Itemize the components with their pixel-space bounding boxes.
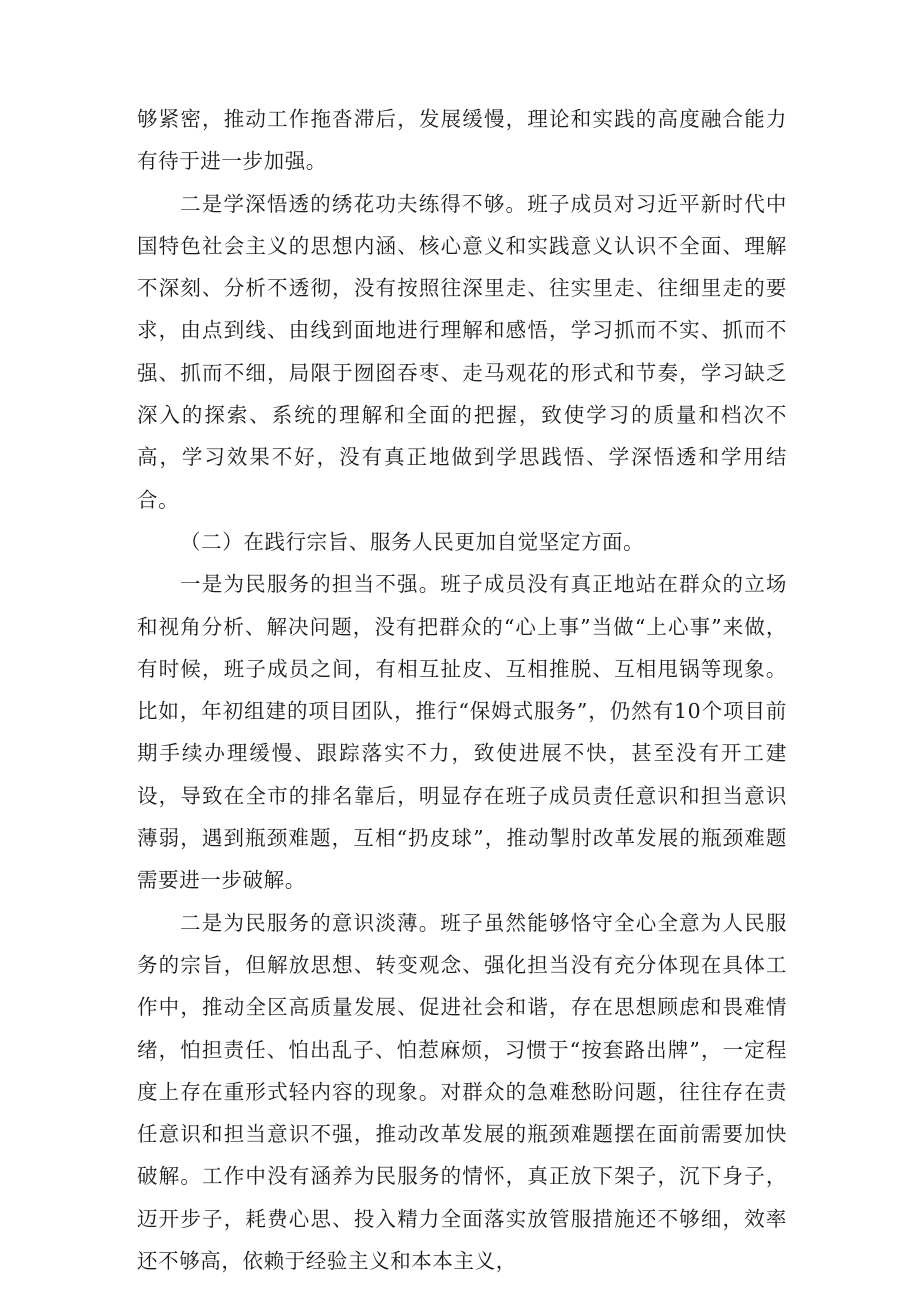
paragraph-study-depth: 二是学深悟透的绣花功夫练得不够。班子成员对习近平新时代中国特色社会主义的思想内涵、核心意义和实践意义认识不全面、理解不深刻、分析不透彻，没有按照往深里走、往实里走、往细里走的要求，由点到线、由线到面地进行理解和感悟，学习抓而不实、抓而不强、抓而不细，局限于囫囵吞枣、走马观花的形式和节奏，学习缺乏深入的探索、系统的理解和全面的把握，致使学习的质量和档次不高，学习效果不好，没有真正地做到学思践悟、学深悟透和学用结合。 [137, 191, 787, 512]
paragraph-continuation: 够紧密，推动工作拖沓滞后，发展缓慢，理论和实践的高度融合能力有待于进一步加强。 [137, 107, 787, 174]
document-body [137, 98, 787, 1282]
paragraph-service-awareness: 二是为民服务的意识淡薄。班子虽然能够恪守全心全意为人民服务的宗旨，但解放思想、转变观念、强化担当没有充分体现在具体工作中，推动全区高质量发展、促进社会和谐，存在思想顾虑和畏难情绪，怕担责任、怕出乱子、怕惹麻烦，习惯于“按套路出牌”，一定程度上存在重形式轻内容的现象。对群众的急难愁盼问题，往往存在责任意识和担当意识不强，推动改革发展的瓶颈难题摆在面前需要加快破解。工作中没有涵养为民服务的情怀，真正放下架子，沉下身子，迈开步子，耗费心思、投入精力全面落实放管服措施还不够细，效率还不够高，依赖于经验主义和本本主义， [137, 910, 787, 1274]
paragraph-service-responsibility: 一是为民服务的担当不强。班子成员没有真正地站在群众的立场和视角分析、解决问题，没有把群众的“心上事”当做“上心事”来做，有时候，班子成员之间，有相互扯皮、互相推脱、互相甩锅等现象。比如，年初组建的项目团队，推行“保姆式服务”，仍然有10个项目前期手续办理缓慢、跟踪落实不力，致使进展不快，甚至没有开工建设，导致在全市的排名靠后，明显存在班子成员责任意识和担当意识薄弱，遇到瓶颈难题，互相“扔皮球”，推动掣肘改革发展的瓶颈难题需要进一步破解。 [137, 572, 787, 893]
section-heading-2: （二）在践行宗旨、服务人民更加自觉坚定方面。 [180, 529, 645, 554]
